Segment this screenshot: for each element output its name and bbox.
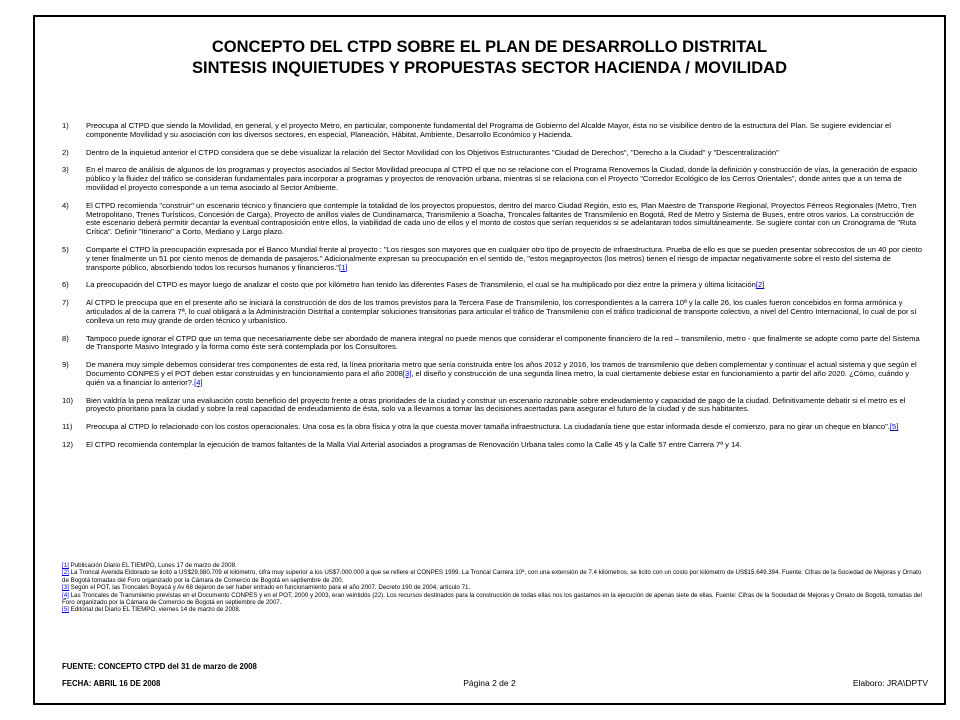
document-title	[35, 37, 944, 79]
list-item: 9) De manera muy simple debemos considerar tres componentes de esta red, la línea prioritaria metro que sería construida entre los años 2012 y 2016, los tramos de transmilenio que deben complementar y continuar el actual sistema y que según el Documento CONPES y el POT deben estar construidas y en funcionamiento para el año 2008[3], el diseño y construcción de una segunda línea metro, la cual ciertamente debiese estar en funcionamiento a partir del año 2020. ¿Cómo, cuándo y quién va a financiar lo anterior?.[4]	[62, 360, 917, 387]
footnote: [1] Publicación Diario EL TIEMPO, Lunes 17 de marzo de 2008.	[62, 562, 237, 569]
item-text-continued: , el diseño y construcción de una segunda línea metro, la cual ciertamente debiese estar en funcionamiento a partir del año 2020. ¿Cómo, cuándo y quién va a financiar lo anterior?.	[86, 368, 910, 387]
list-item: 3) En el marco de análisis de algunos de los programas y proyectos asociados al Sector Movilidad preocupa al CTPD el que no se relacione con el Programa Renovemos la Ciudad, donde la definición y construcción de vías, la generación de espacio público y la fluidez del tráfico se consideran fundamentales para incorporar a programas y proyectos de renovación urbana, mientras sí se relaciona con el Proyecto "Corredor Ecológico de los Cerros Orientales", donde antes que a un tema de movilidad el proyecto corresponde a un tema asociado al Sector Ambiente.	[62, 166, 924, 192]
footnote-anchor[interactable]: [5]	[62, 606, 69, 614]
item-text: Comparte el CTPD la preocupación expresada por el Banco Mundial frente al proyecto : "Los riesgos son mayores que en cualquier otro tipo de proyecto de infraestructura. Prueba de ello es que se pueden presentar sobrecostos de un 40 por ciento y tener finalmente un 51 por ciento menos de demanda de pasajeros." Adicionalmente expresan su preocupación en el sentido de, "estos megaproyectos (los metros) tienen el riesgo de impactar negativamente sobre el resto del sistema de transporte público, absorbiendo todos los recursos humanos y financieros."	[86, 244, 922, 272]
item-text: De manera muy simple debemos considerar tres componentes de esta red, la línea prioritaria metro que sería construida entre los años 2012 y 2016, los tramos de transmilenio que deben complementar y continuar el actual sistema y que según el Documento CONPES y el POT deben estar construidas y en funcionamiento para el año 2008	[86, 360, 917, 378]
item-text: El CTPD recomienda contemplar la ejecución de tramos faltantes de la Malla Vial Arterial asociados a programas de Renovación Urbana tales como la Calle 45 y la Calle 57 entre Carrera 7ª y 14.	[86, 439, 742, 449]
footnote: [5] Editorial del Diario EL TIEMPO, viernes 14 de marzo de 2008.	[62, 606, 241, 614]
footnote-link[interactable]: [1]	[339, 262, 348, 272]
date-line: FECHA: ABRIL 16 DE 2008	[62, 679, 161, 688]
page-number: Página 2 de 2	[463, 678, 516, 688]
item-text: Tampoco puede ignorar el CTPD que un tema que necesariamente debe ser abordado de manera integral no puede menos que considerar el componente financiero de la red – transmilenio, metro - que finalmente se adopte como parte del Sistema de Transporte Masivo Integrado y la forma como éste será contemplada por los Consultores.	[86, 333, 920, 352]
footnotes	[62, 562, 924, 614]
item-text: Al CTPD le preocupa que en el presente año se iniciará la construcción de dos de los tramos previstos para la Tercera Fase de Transmilenio, los correspondientes a la carrera 10ª y la calle 26, los cuales fueron concebidos en forma armónica y articulados al de la carrera 7ª, lo cual obligará a la Administración Distrital a contemplar soluciones transitorias para articular el tráfico de Transmilenio con el tráfico tradicional de transporte colectivo, a nivel del Centro Internacional, lo cual de por sí conlleva un reto muy grande de orden técnico y urbanístico.	[86, 298, 917, 325]
list-item: 12) El CTPD recomienda contemplar la ejecución de tramos faltantes de la Malla Vial Arterial asociados a programas de Renovación Urbana tales como la Calle 45 y la Calle 57 entre Carrera 7ª y 14.	[62, 441, 924, 450]
list-item: 10) Bien valdría la pena realizar una evaluación costo beneficio del proyecto frente a otras prioridades de la ciudad y construir un escenario razonable sobre endeudamiento y capacidad de pago de la ciudad. Definitivamente debatir si el metro es el proyecto prioritario para la ciudad y sobre la real capacidad de endeudamiento de ésta, solo va a llevarnos a tomar las decisiones acertadas para asegurar el futuro de la ciudad y de sus habitantes.	[62, 397, 924, 415]
list-item: 6) La preocupación del CTPD es mayor luego de analizar el costo que por kilómetro han tenido las diferentes Fases de Transmilenio, el cual se ha multiplicado por diez entre la primera y última licitación[2]	[62, 280, 765, 290]
footnote-link[interactable]: [3]	[402, 368, 412, 378]
item-text: La preocupación del CTPD es mayor luego de analizar el costo que por kilómetro han tenido las diferentes Fases de Transmilenio, el cual se ha multiplicado por diez entre la primera y última licitación	[86, 280, 756, 290]
footnote: [3] Según el POT, las Troncales Boyacá y Av 68 dejaron de ser haber entrado en funcionamiento para el año 2007. Decreto 190 de 2004, artículo 71.	[62, 584, 471, 592]
footnote: [2] La Troncal Avenida Eldorado se licitó a US$29.980.709 el kilómetro, cifra muy superior a los US$7.000.000 a que se refiere el CONPES 1999. La Troncal Carrera 10ª, con una extensión de 7.4 kilómetros, se licitó con un costo por kilómetro de US$15.649.394. Fuente: Cifras de la Sociedad de Mejoras y Ornato de Bogotá tomadas del Foro organizado por la Cámara de Comercio de Bogotá en septiembre de 200.	[62, 569, 922, 584]
items-list	[62, 122, 924, 450]
item-text: Preocupa al CTPD lo relacionado con los costos operacionales. Una cosa es la obra física y otra la que cuesta mover tamaña infraestructura. La ciudadanía tiene que estar informada desde el comienzo, para no girar un cheque en blanco".	[86, 422, 890, 432]
footnote: [4] Las Troncales de Transmilenio previstas en el Documento CONPES y en el POT, 2000 y 2003, eran veintidós (22). Los recursos destinados para la construcción de todas ellas nos los gastamos en la ejecución de apenas siete de ellas. Fuente: Cifras de la Sociedad de Mejoras y Ornato de Bogotá, tomadas del Foro organizado por la Cámara de Comercio de Bogotá en septiembre de 2007.	[62, 591, 922, 607]
footnote-link[interactable]: [5]	[889, 422, 899, 432]
item-text: El CTPD recomienda "construir" un escenario técnico y financiero que contemple la totalidad de los proyectos propuestos, dentro del marco Ciudad Región, esto es, Plan Maestro de Transporte Regional, Proyectos Férreos Regionales (Metro, Tren Metropolitano, Trenes Turísticos, Concesión de Carga), Proyecto de anillos viales de Cundinamarca, Transmilenio a Soacha, Troncales faltantes de Transmilenio en Bogotá, Red de Metro y Sistema de Buses, entre otros varios. La construcción de este escenario deberá permitir decantar la eventual contraposición entre ellos, la viabilidad de cada uno de ellos y el monto de costos que serían requeridos si se adelantaran todos simultáneamente. Se sugiere contar con un Cronograma de "Ruta Crítica". Definir "Itinerario" a Corto, Mediano y Largo plazo.	[86, 200, 917, 237]
item-text: En el marco de análisis de algunos de los programas y proyectos asociados al Sector Movilidad preocupa al CTPD el que no se relacione con el Programa Renovemos la Ciudad, donde la definición y construcción de vías, la generación de espacio público y la fluidez del tráfico se consideran fundamentales para incorporar a programas y proyectos de renovación urbana, mientras sí se relaciona con el Proyecto "Corredor Ecológico de los Cerros Orientales", donde antes que a un tema de movilidad el proyecto corresponde a un tema asociado al Sector Ambiente.	[86, 165, 918, 192]
author-line: Elaboro: JRA\DPTV	[852, 678, 928, 688]
footnote-link[interactable]: [4]	[194, 377, 203, 387]
source-line: FUENTE: CONCEPTO CTPD del 31 de marzo de 2008	[62, 662, 257, 671]
footnote-link[interactable]: [2]	[755, 280, 765, 290]
list-item: 2) Dentro de la inquietud anterior el CTPD considera que se debe visualizar la relación del Sector Movilidad con los Objetivos Estructurantes "Ciudad de Derechos", "Derecho a la Ciudad" y "Descentralización"	[62, 149, 924, 158]
footnote-anchor[interactable]: [1]	[62, 562, 69, 569]
footnote-anchor[interactable]: [4]	[62, 591, 69, 599]
list-item: 7) Al CTPD le preocupa que en el presente año se iniciará la construcción de dos de los tramos previstos para la Tercera Fase de Transmilenio, los correspondientes a la carrera 10ª y la calle 26, los cuales fueron concebidos en forma armónica y articulados al de la carrera 7ª, lo cual obligará a la Administración Distrital a contemplar soluciones transitorias para articular el tráfico de Transmilenio con el tráfico tradicional de transporte colectivo, a nivel del Centro Internacional, lo cual de por sí conlleva un reto muy grande de orden técnico y urbanístico.	[62, 299, 924, 325]
list-item: 11) Preocupa al CTPD lo relacionado con los costos operacionales. Una cosa es la obra física y otra la que cuesta mover tamaña infraestructura. La ciudadanía tiene que estar informada desde el comienzo, para no girar un cheque en blanco".[5]	[62, 422, 899, 432]
list-item: 1) Preocupa al CTPD que siendo la Movilidad, en general, y el proyecto Metro, en particular, componente fundamental del Programa de Gobierno del Alcalde Mayor, ésta no se visibilice dentro de la estructura del Plan. Se sugiere evidenciar el componente Movilidad y su asociación con los diversos sectores, en especial, Planeación, Hábitat, Ambiente, Desarrollo Económico y Hacienda.	[62, 122, 924, 140]
footnote-anchor[interactable]: [3]	[62, 584, 69, 592]
title-line-1: CONCEPTO DEL CTPD SOBRE EL PLAN DE DESARROLLO DISTRITAL	[211, 38, 768, 56]
item-text: Preocupa al CTPD que siendo la Movilidad, en general, y el proyecto Metro, en particular, componente fundamental del Programa de Gobierno del Alcalde Mayor, ésta no se visibilice dentro de la estructura del Plan. Se sugiere evidenciar el componente Movilidad y su asociación con los diversos sectores, en especial, Planeación, Hábitat, Ambiente, Desarrollo Económico y Hacienda.	[86, 121, 891, 139]
document-frame	[33, 15, 946, 705]
list-item: 5) Comparte el CTPD la preocupación expresada por el Banco Mundial frente al proyecto : "Los riesgos son mayores que en cualquier otro tipo de proyecto de infraestructura. Prueba de ello es que se pueden presentar sobrecostos de un 40 por ciento y tener finalmente un 51 por ciento menos de demanda de pasajeros." Adicionalmente expresan su preocupación en el sentido de, "estos megaproyectos (los metros) tienen el riesgo de impactar negativamente sobre el resto del sistema de transporte público, absorbiendo todos los recursos humanos y financieros."[1]	[62, 244, 922, 272]
item-text: Bien valdría la pena realizar una evaluación costo beneficio del proyecto frente a otras prioridades de la ciudad y construir un escenario razonable sobre endeudamiento y capacidad de pago de la ciudad. Definitivamente debatir si el metro es el proyecto prioritario para la ciudad y sobre la real capacidad de endeudamiento de ésta, solo va a llevarnos a tomar las decisiones acertadas para asegurar el futuro de la ciudad y de sus habitantes.	[86, 395, 906, 414]
item-text: Dentro de la inquietud anterior el CTPD considera que se debe visualizar la relación del Sector Movilidad con los Objetivos Estructurantes "Ciudad de Derechos", "Derecho a la Ciudad" y "Descentralización"	[86, 147, 779, 157]
title-line-2: SINTESIS INQUIETUDES Y PROPUESTAS SECTOR HACIENDA / MOVILIDAD	[192, 59, 787, 77]
footnote-anchor[interactable]: [2]	[62, 569, 69, 577]
list-item: 8) Tampoco puede ignorar el CTPD que un tema que necesariamente debe ser abordado de manera integral no puede menos que considerar el componente financiero de la red – transmilenio, metro - que finalmente se adopte como parte del Sistema de Transporte Masivo Integrado y la forma como éste será contemplada por los Consultores.	[62, 335, 924, 353]
list-item: 4) El CTPD recomienda "construir" un escenario técnico y financiero que contemple la totalidad de los proyectos propuestos, dentro del marco Ciudad Región, esto es, Plan Maestro de Transporte Regional, Proyectos Férreos Regionales (Metro, Tren Metropolitano, Trenes Turísticos, Concesión de Carga), Proyecto de anillos viales de Cundinamarca, Transmilenio a Soacha, Troncales faltantes de Transmilenio en Bogotá, Red de Metro y Sistema de Buses, entre otros varios. La construcción de este escenario deberá permitir decantar la eventual contraposición entre ellos, la viabilidad de cada uno de ellos y el monto de costos que serían requeridos si se adelantaran todos simultáneamente. Se sugiere contar con un Cronograma de "Ruta Crítica". Definir "Itinerario" a Corto, Mediano y Largo plazo.	[62, 202, 924, 237]
